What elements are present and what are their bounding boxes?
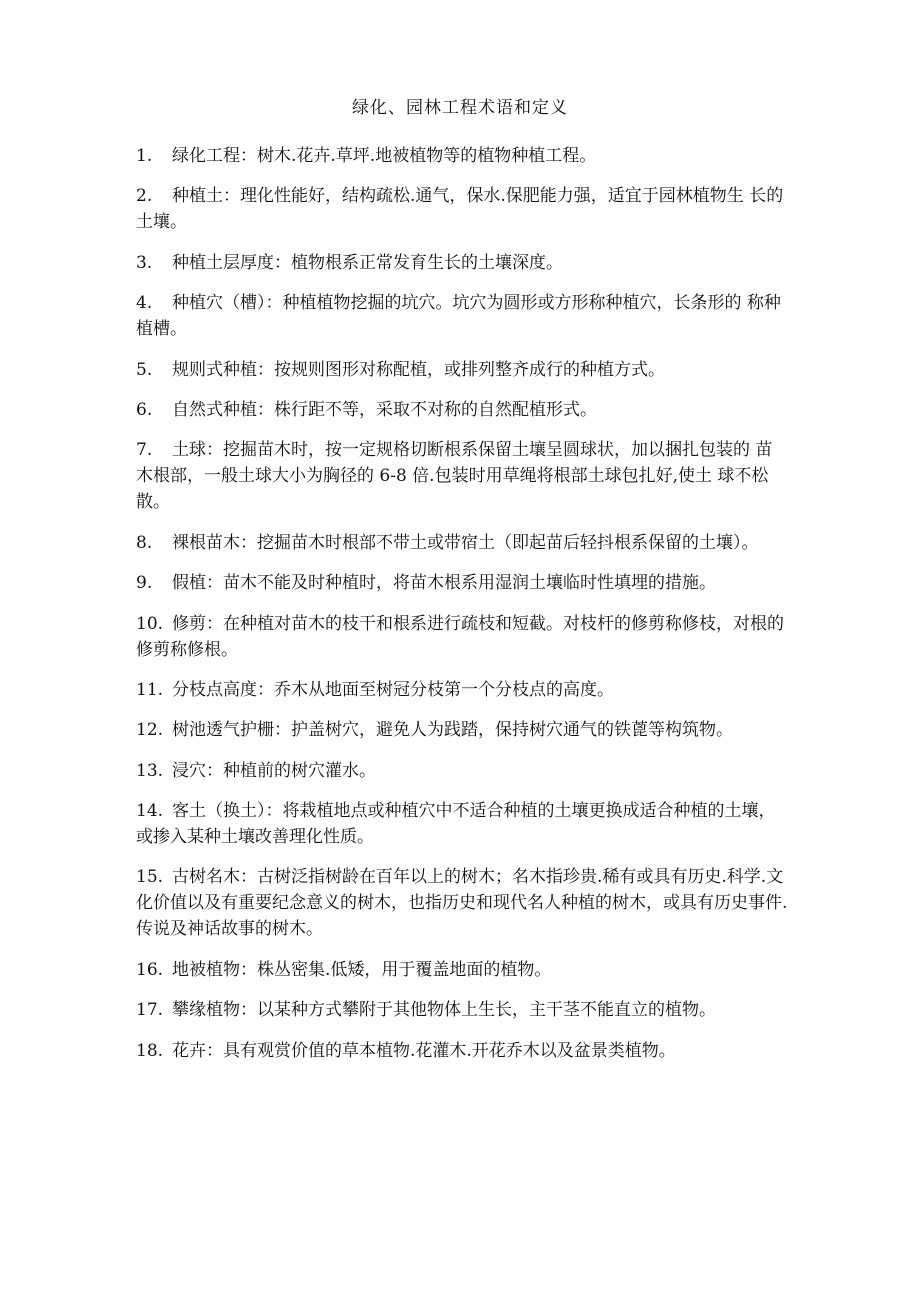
term-item: [136, 717, 788, 743]
terms-list: [136, 143, 788, 1078]
term-text: 种植土层厚度：植物根系正常发育生长的土壤深度。: [172, 252, 563, 273]
term-item: [136, 397, 788, 423]
term-text: 土球：挖掘苗木时，按一定规格切断根系保留土壤呈圆球状，加以捆扎包装的 苗木根部，一般土球大小为胸径的 6-8 倍.包装时用草绳将根部土球包扎好,使土 球不松散。: [136, 440, 773, 513]
term-number: 10.: [136, 613, 164, 634]
term-item: [136, 677, 788, 703]
document-title: 绿化、园林工程术语和定义: [352, 98, 568, 118]
term-number: 2.: [136, 186, 153, 207]
term-item: [136, 530, 788, 556]
term-item: [136, 957, 788, 983]
term-text: 客土（换土）：将栽植地点或种植穴中不适合种植的土壤更换成适合种植的土壤，或掺入某种土壤改善理化性质。: [136, 801, 776, 848]
term-number: 9.: [136, 573, 153, 594]
term-text: 攀缘植物：以某种方式攀附于其他物体上生长，主干茎不能直立的植物。: [172, 1000, 716, 1021]
term-item: [136, 250, 788, 276]
term-text: 分枝点高度：乔木从地面至树冠分枝第一个分枝点的高度。: [172, 679, 614, 700]
term-text: 修剪：在种植对苗木的枝干和根系进行疏枝和短截。对枝杆的修剪称修枝，对根的修剪称修根。: [136, 613, 784, 660]
term-number: 6.: [136, 399, 153, 420]
term-number: 7.: [136, 440, 153, 461]
term-number: 8.: [136, 532, 153, 553]
term-item: [136, 864, 788, 942]
term-text: 裸根苗木：挖掘苗木时根部不带土或带宿土（即起苗后轻抖根系保留的土壤）。: [172, 532, 759, 553]
term-item: [136, 570, 788, 596]
term-item: [136, 798, 788, 850]
term-number: 18.: [136, 1040, 164, 1061]
term-text: 假植：苗木不能及时种植时，将苗木根系用湿润土壤临时性填埋的措施。: [172, 573, 716, 594]
term-text: 种植穴（槽）：种植植物挖掘的坑穴。坑穴为圆形或方形称种植穴，长条形的 称种植槽。: [136, 293, 781, 340]
term-item: [136, 758, 788, 784]
term-text: 花卉：具有观赏价值的草本植物.花灌木.开花乔木以及盆景类植物。: [172, 1040, 676, 1061]
term-item: [136, 1038, 788, 1064]
term-number: 17.: [136, 1000, 164, 1021]
term-number: 5.: [136, 359, 153, 380]
term-number: 16.: [136, 959, 164, 980]
term-text: 种植土：理化性能好，结构疏松.通气，保水.保肥能力强，适宜于园林植物生 长的土壤。: [136, 186, 784, 233]
term-text: 绿化工程：树木.花卉.草坪.地被植物等的植物种植工程。: [172, 146, 597, 166]
term-text: 古树名木：古树泛指树龄在百年以上的树木；名木指珍贵.稀有或具有历史.科学.文化价值以及有重要纪念意义的树木，也指历史和现代名人种植的树木，或具有历史事件.传说及神话故事的树木。: [136, 867, 788, 940]
term-text: 自然式种植：株行距不等，采取不对称的自然配植形式。: [172, 399, 597, 420]
term-item: [136, 357, 788, 383]
term-number: 12.: [136, 720, 164, 741]
term-text: 地被植物：株丛密集.低矮，用于覆盖地面的植物。: [172, 959, 552, 980]
term-item: [136, 437, 788, 515]
term-text: 树池透气护栅：护盖树穴，避免人为践踏，保持树穴通气的铁蓖等构筑物。: [172, 720, 733, 741]
term-number: 15.: [136, 867, 164, 888]
term-item: [136, 183, 788, 235]
term-number: 3.: [136, 252, 153, 273]
term-number: 1.: [136, 146, 153, 166]
term-number: 11.: [136, 679, 164, 700]
term-item: [136, 290, 788, 342]
term-text: 浸穴：种植前的树穴灌水。: [172, 760, 376, 781]
term-number: 4.: [136, 293, 153, 314]
term-number: 13.: [136, 760, 164, 781]
term-item: [136, 143, 788, 169]
term-item: [136, 611, 788, 663]
term-number: 14.: [136, 801, 164, 822]
term-item: [136, 997, 788, 1023]
term-text: 规则式种植：按规则图形对称配植，或排列整齐成行的种植方式。: [172, 359, 665, 380]
